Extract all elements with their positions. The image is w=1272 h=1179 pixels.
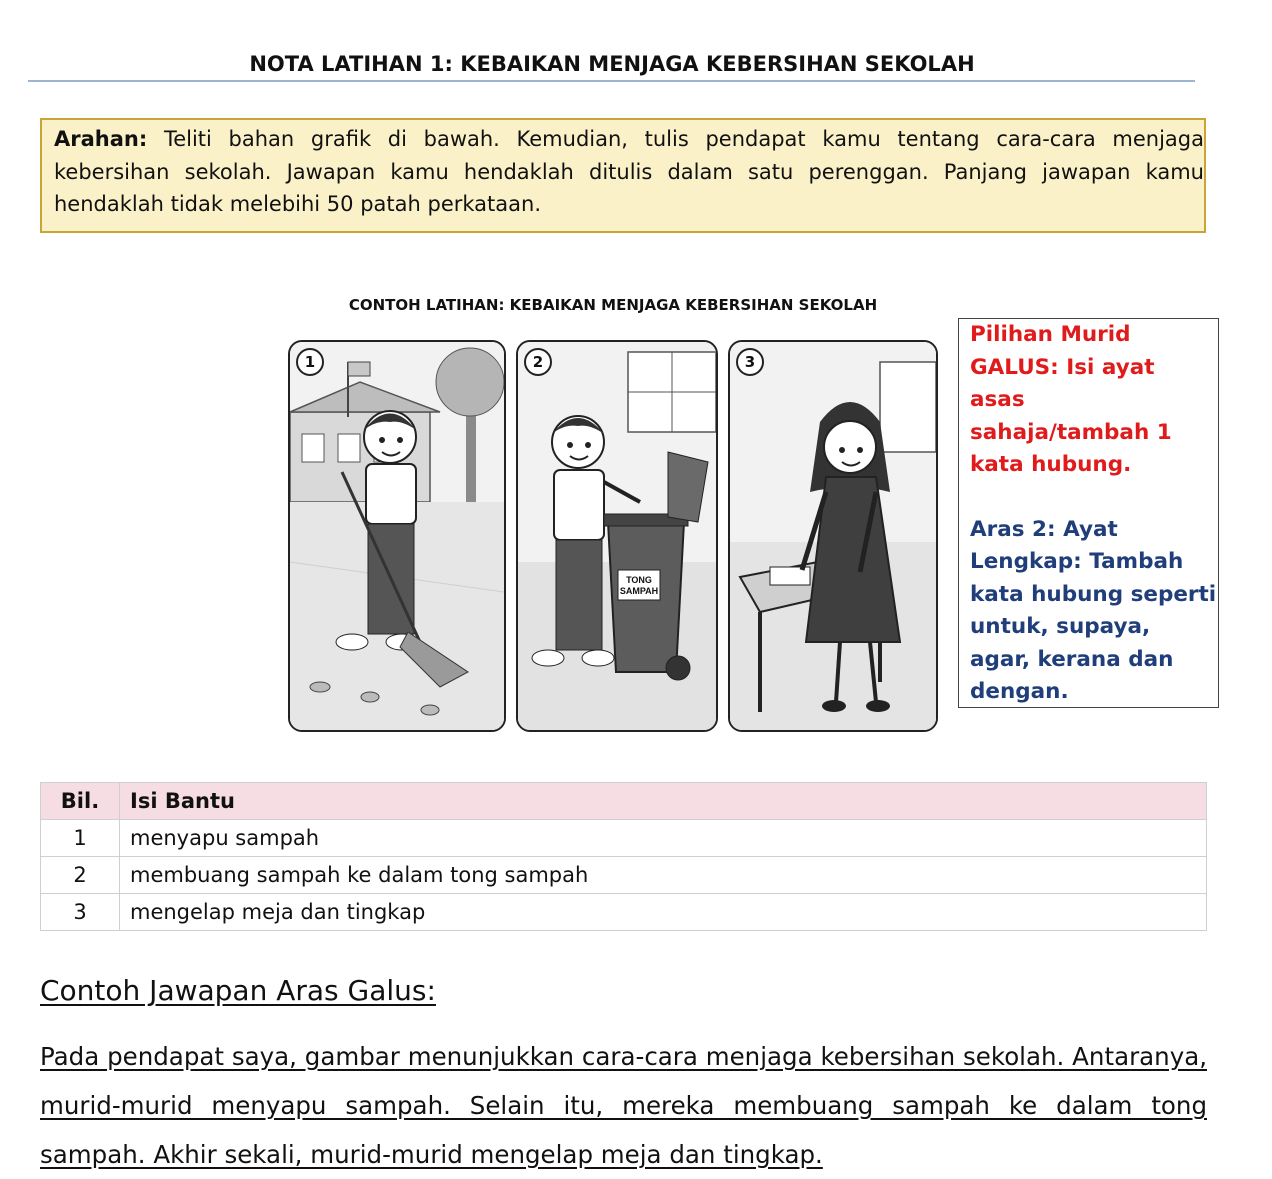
guidance-blue-text	[970, 514, 1218, 709]
guidance-red-line: GALUS: Isi ayat	[970, 354, 1155, 380]
bin-label-line2: SAMPAH	[619, 586, 659, 596]
panel-number-1: 1	[296, 348, 324, 376]
table-cell-text: membuang sampah ke dalam tong sampah	[120, 857, 1207, 894]
wiping-table-illustration	[730, 342, 936, 730]
guidance-blue-line: Lengkap:	[970, 549, 1082, 574]
instruction-text: Teliti bahan grafik di bawah. Kemudian, tulis pendapat kamu tentang cara-cara menjaga kebersihan sekolah. Jawapan kamu hendaklah ditulis dalam satu perenggan. Panjang jawapan kamu hendaklah tidak melebihi 50 patah perkataan.	[54, 127, 1204, 216]
answer-paragraph: Pada pendapat saya, gambar menunjukkan cara-cara menjaga kebersihan sekolah. Antaranya, murid-murid menyapu sampah. Selain itu, mereka membuang sampah ke dalam tong sampah. Akhir sekali, murid-murid mengelap meja dan tingkap.	[40, 1042, 1207, 1169]
instruction-box	[40, 118, 1206, 233]
guidance-blue-line: dengan.	[970, 679, 1069, 704]
guidance-red-line: Pilihan Murid	[970, 322, 1131, 347]
panel-throwing-rubbish	[516, 340, 718, 732]
table-cell-no: 1	[41, 820, 120, 857]
guidance-blue-label: Aras 2: Ayat	[970, 516, 1118, 542]
guidance-blue-line: untuk, supaya,	[970, 614, 1151, 639]
figure-title: CONTOH LATIHAN: KEBAIKAN MENJAGA KEBERSIHAN SEKOLAH	[348, 296, 878, 314]
guidance-red-line: asas	[970, 387, 1025, 412]
bin-label-line1: TONG	[626, 575, 652, 585]
table-cell-no: 2	[41, 857, 120, 894]
panel-number-2: 2	[524, 348, 552, 376]
title-divider	[28, 80, 1195, 82]
table-row	[41, 894, 1207, 931]
table-row	[41, 857, 1207, 894]
sweeping-illustration	[290, 342, 504, 730]
guidance-blue-line: agar, kerana dan	[970, 646, 1174, 672]
isi-bantu-table	[40, 782, 1207, 931]
table-header-isi: Isi Bantu	[120, 783, 1207, 820]
table-cell-text: menyapu sampah	[120, 820, 1207, 857]
guidance-box	[958, 318, 1219, 708]
panel-number-3: 3	[736, 348, 764, 376]
guidance-blue-line: Tambah	[1089, 549, 1184, 574]
answer-heading: Contoh Jawapan Aras Galus:	[40, 974, 436, 1007]
instruction-label: Arahan:	[54, 127, 148, 151]
page-title: NOTA LATIHAN 1: KEBAIKAN MENJAGA KEBERSIHAN SEKOLAH	[249, 52, 975, 76]
panel-wiping-table	[728, 340, 938, 732]
panel-sweeping	[288, 340, 506, 732]
guidance-blue-line: kata hubung seperti	[970, 581, 1217, 607]
trash-bin-illustration	[518, 342, 716, 730]
guidance-red-line: kata hubung.	[970, 452, 1132, 477]
guidance-red-text	[970, 319, 1218, 482]
guidance-red-line: sahaja/tambah 1	[970, 419, 1172, 445]
table-row	[41, 820, 1207, 857]
illustration-figure	[282, 284, 944, 736]
table-header-row	[41, 783, 1207, 820]
table-cell-no: 3	[41, 894, 120, 931]
table-header-bil: Bil.	[41, 783, 120, 820]
table-cell-text: mengelap meja dan tingkap	[120, 894, 1207, 931]
